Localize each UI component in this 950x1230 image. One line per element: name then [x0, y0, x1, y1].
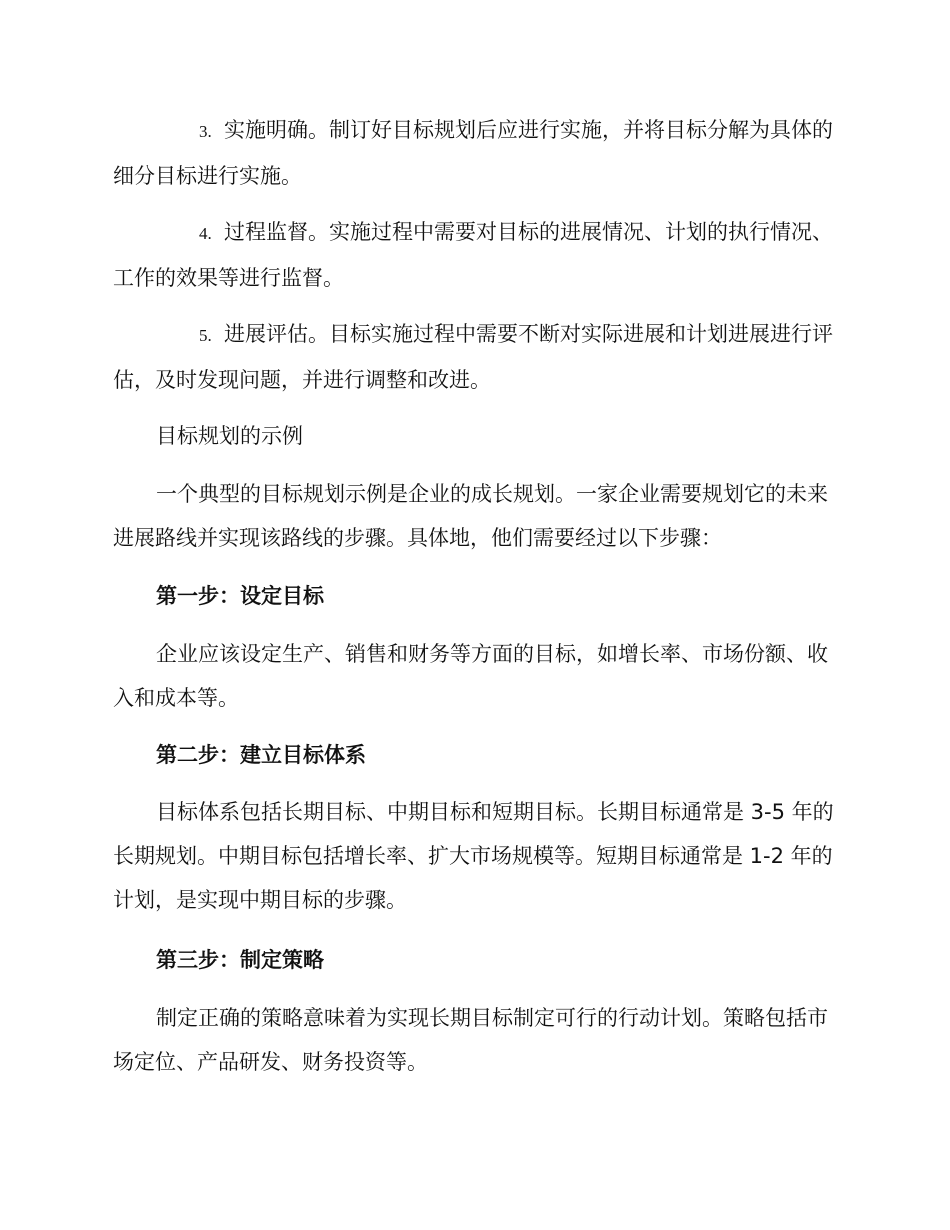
step-2-body: 目标体系包括长期目标、中期目标和短期目标。长期目标通常是 3-5 年的长期规划。中期目标包括增长率、扩大市场规模等。短期目标通常是 1-2 年的计划，是实现中期目标的步骤。 [113, 800, 834, 912]
list-item-4 [113, 210, 835, 300]
list-text: 进展评估。目标实施过程中需要不断对实际进展和计划进展进行评估，及时发现问题，并进行调整和改进。 [113, 322, 833, 392]
list-text: 过程监督。实施过程中需要对目标的进展情况、计划的执行情况、工作的效果等进行监督。 [113, 220, 833, 290]
step-1-body: 企业应该设定生产、销售和财务等方面的目标，如增长率、市场份额、收入和成本等。 [113, 642, 828, 710]
list-item-5 [113, 312, 835, 402]
step-3-body: 制定正确的策略意味着为实现长期目标制定可行的行动计划。策略包括市场定位、产品研发、财务投资等。 [113, 1006, 828, 1074]
list-text: 实施明确。制订好目标规划后应进行实施，并将目标分解为具体的细分目标进行实施。 [113, 118, 833, 188]
list-item-3 [113, 108, 835, 198]
list-number: 4. [199, 224, 212, 243]
list-number: 3. [199, 122, 212, 141]
step-1-title: 第一步：设定目标 [156, 584, 324, 608]
list-number: 5. [199, 326, 212, 345]
step-3-title: 第三步：制定策略 [156, 948, 324, 972]
step-2-title: 第二步：建立目标体系 [156, 743, 366, 767]
intro-paragraph: 一个典型的目标规划示例是企业的成长规划。一家企业需要规划它的未来进展路线并实现该路线的步骤。具体地，他们需要经过以下步骤： [113, 482, 828, 550]
section-heading: 目标规划的示例 [156, 424, 303, 448]
